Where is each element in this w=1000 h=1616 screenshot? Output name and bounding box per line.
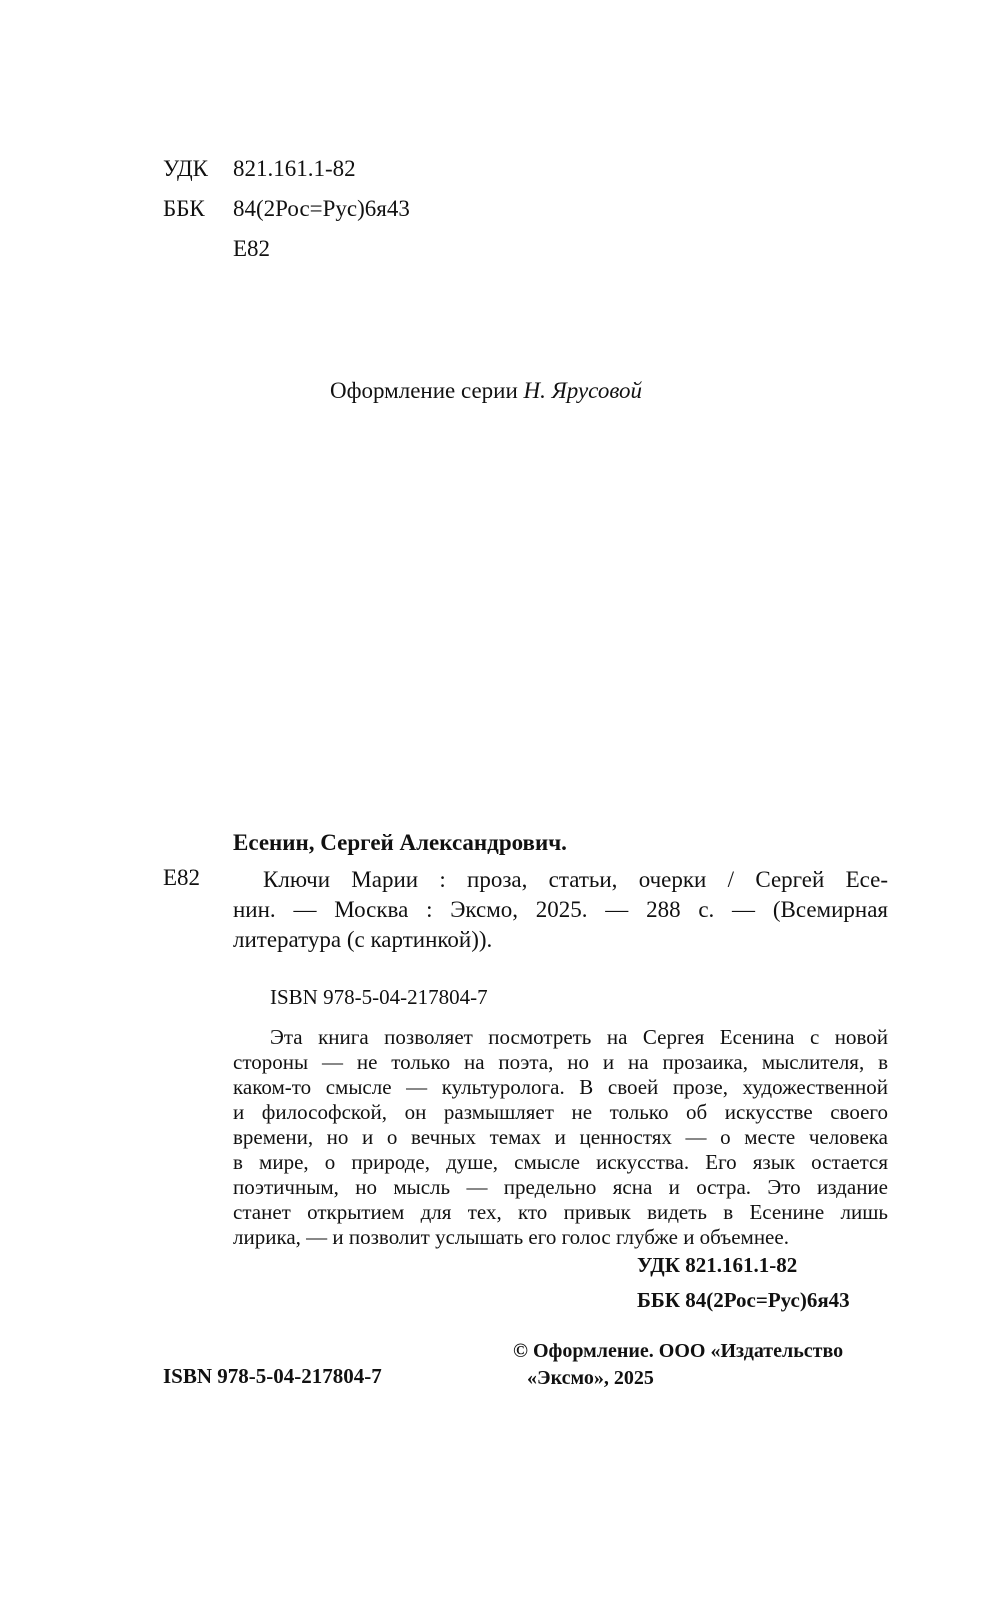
annotation-bbk: ББК 84(2Рос=Рус)6я43 xyxy=(637,1288,850,1312)
annotation-line: каком-то смысле — культуролога. В своей прозе, художественной xyxy=(233,1075,888,1099)
annotation-line: и философской, он размышляет не только об искусстве своего xyxy=(233,1100,888,1124)
record-author-mark: Е82 xyxy=(163,865,201,890)
series-design-credit xyxy=(330,378,642,404)
bibliographic-description xyxy=(233,865,888,955)
description-line: нин. — Москва : Эксмо, 2025. — 288 с. — (Всемирная xyxy=(233,897,888,922)
series-design-text: Оформление серии xyxy=(330,378,518,403)
annotation xyxy=(233,1025,888,1250)
annotation-line: поэтичным, но мысль — предельно ясна и остра. Это издание xyxy=(233,1175,888,1199)
annotation-line: времени, но и о вечных темах и ценностях — о месте человека xyxy=(233,1125,888,1149)
footer-isbn: ISBN 978-5-04-217804-7 xyxy=(163,1364,382,1388)
annotation-line: в мире, о природе, душе, смысле искусства. Его язык остается xyxy=(233,1150,888,1174)
annotation-line: станет открытием для тех, кто привык видеть в Есенине лишь xyxy=(233,1200,888,1224)
udk-value: 821.161.1-82 xyxy=(233,156,356,181)
description-line: литература (с картинкой)). xyxy=(233,927,493,952)
annotation-line: Эта книга позволяет посмотреть на Сергея Есенина с новой xyxy=(270,1025,888,1049)
author-heading: Есенин, Сергей Александрович. xyxy=(233,830,567,855)
bbk-value: 84(2Рос=Рус)6я43 xyxy=(233,196,410,221)
udk-label: УДК xyxy=(163,156,208,181)
author-mark: Е82 xyxy=(233,236,271,261)
description-line: Ключи Марии : проза, статьи, очерки / Сергей Есе- xyxy=(263,867,888,892)
copyright xyxy=(513,1338,843,1392)
bbk-label: ББК xyxy=(163,196,205,221)
annotation-line: лирика, — и позволит услышать его голос глубже и объемнее. xyxy=(233,1225,789,1249)
annotation-line: стороны — не только на поэта, но и на прозаика, мыслителя, в xyxy=(233,1050,888,1074)
copyright-line-1: © Оформление. ООО «Издательство xyxy=(513,1340,844,1362)
annotation-udk: УДК 821.161.1-82 xyxy=(637,1253,798,1277)
series-designer-name: Н. Ярусовой xyxy=(523,378,642,403)
record-isbn: ISBN 978-5-04-217804-7 xyxy=(270,985,488,1009)
copyright-line-2: «Эксмо», 2025 xyxy=(527,1367,654,1389)
